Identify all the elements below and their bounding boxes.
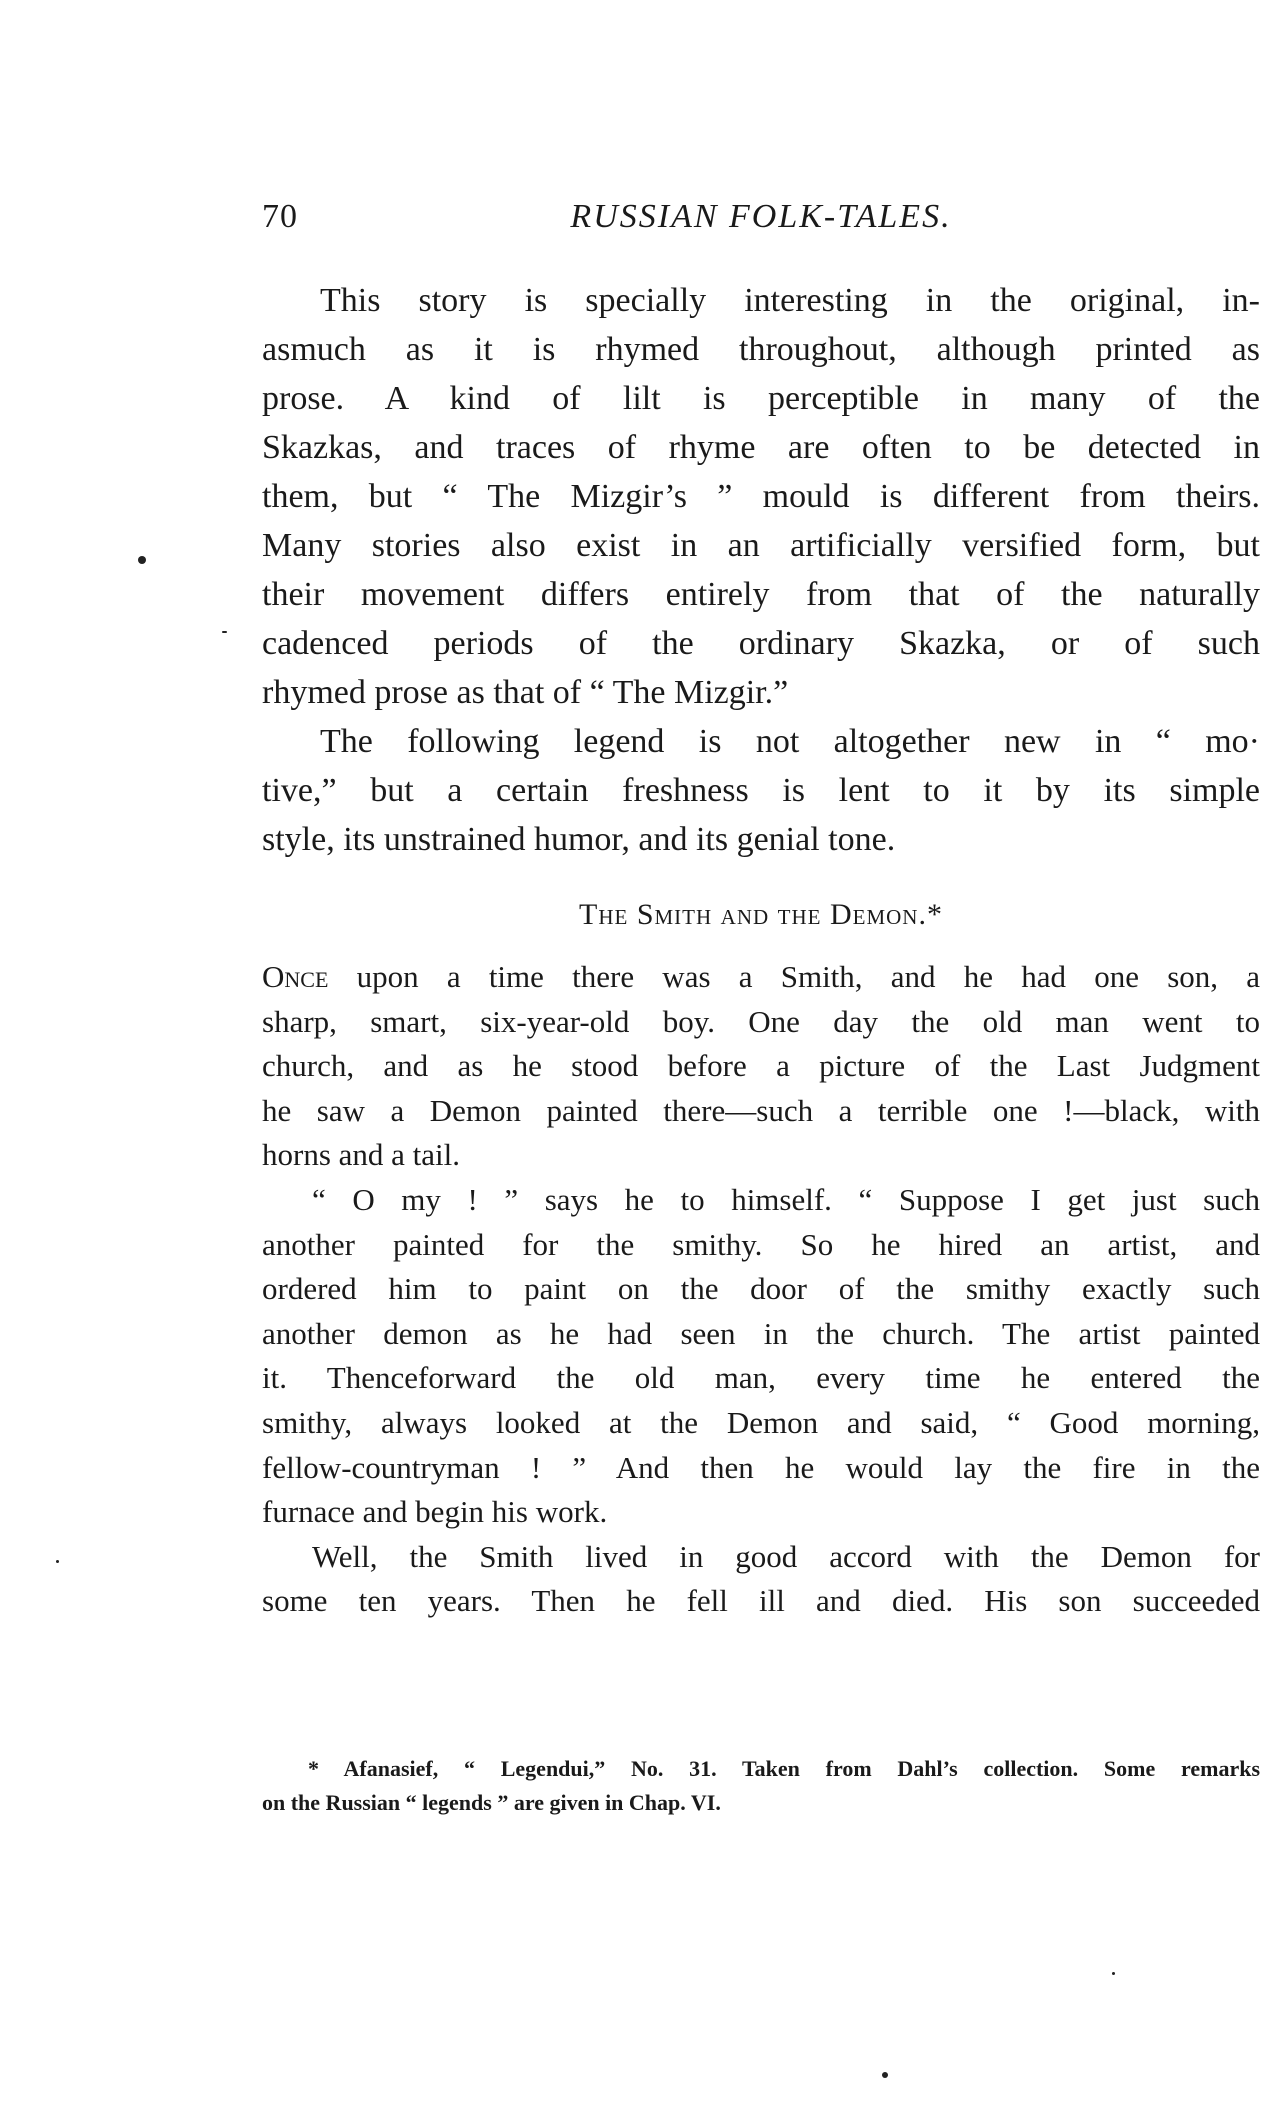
text-line: them, but “ The Mizgir’s ” mould is different from theirs.: [262, 478, 1260, 515]
page-header: [262, 198, 1260, 244]
text-line: “ O my ! ” says he to himself. “ Suppose I get just such: [312, 1181, 1260, 1217]
text-line: The following legend is not altogether new in “ mo·: [320, 723, 1260, 760]
text-line: rhymed prose as that of “ The Mizgir.”: [262, 674, 789, 711]
text-line: style, its unstrained humor, and its genial tone.: [262, 821, 896, 858]
text-line: prose. A kind of lilt is perceptible in many of the: [262, 380, 1260, 417]
text-line: ordered him to paint on the door of the smithy exactly such: [262, 1271, 1260, 1307]
commentary-section: [262, 276, 1260, 864]
footnote-line-2: on the Russian “ legends ” are given in Chap. VI.: [262, 1790, 721, 1815]
text-line: Many stories also exist in an artificially versified form, but: [262, 527, 1260, 564]
text-line-rest: upon a time there was a Smith, and he had one son, a: [328, 959, 1260, 994]
commentary-paragraph-2: [262, 717, 1260, 864]
text-line: horns and a tail.: [262, 1137, 461, 1173]
story-title: [262, 898, 1260, 932]
story-paragraph-1: [262, 955, 1260, 1178]
print-speck: [138, 556, 146, 564]
print-speck: [1112, 1972, 1115, 1975]
text-line: cadenced periods of the ordinary Skazka, or of such: [262, 625, 1260, 662]
print-speck: [222, 631, 227, 633]
text-line: [262, 955, 1260, 1000]
text-line: fellow-countryman ! ” And then he would lay the fire in the: [262, 1449, 1260, 1485]
page-number: 70: [262, 198, 298, 235]
commentary-paragraph-1: [262, 276, 1260, 717]
text-line: some ten years. Then he fell ill and died. His son succeeded: [262, 1583, 1260, 1619]
text-line: asmuch as it is rhymed throughout, although printed as: [262, 331, 1260, 368]
print-speck: [56, 1560, 59, 1563]
text-line: tive,” but a certain freshness is lent to it by its simple: [262, 772, 1260, 809]
story-paragraph-2: [262, 1178, 1260, 1535]
footnote: [262, 1752, 1260, 1820]
text-line: their movement differs entirely from that of the naturally: [262, 576, 1260, 613]
story-section: [262, 955, 1260, 1624]
text-line: Skazkas, and traces of rhyme are often to be detected in: [262, 429, 1260, 466]
running-title: RUSSIAN FOLK-TALES.: [570, 198, 952, 235]
text-line: This story is specially interesting in the original, in-: [320, 282, 1260, 319]
footnote-line-1: * Afanasief, “ Legendui,” No. 31. Taken from Dahl’s collection. Some remarks: [308, 1756, 1260, 1781]
text-line: furnace and begin his work.: [262, 1494, 608, 1530]
text-line: he saw a Demon painted there—such a terrible one !—black, with: [262, 1092, 1260, 1128]
story-paragraph-3: [262, 1535, 1260, 1624]
print-speck: [882, 2072, 888, 2078]
text-line: Well, the Smith lived in good accord with the Demon for: [312, 1538, 1260, 1574]
text-line: church, and as he stood before a picture of the Last Judgment: [262, 1048, 1260, 1084]
text-line: it. Thenceforward the old man, every time he entered the: [262, 1360, 1260, 1396]
text-line: smithy, always looked at the Demon and said, “ Good morning,: [262, 1404, 1260, 1440]
opening-word: Once: [262, 959, 329, 994]
story-title-text: The Smith and the Demon.*: [579, 898, 943, 931]
text-line: another painted for the smithy. So he hired an artist, and: [262, 1226, 1260, 1262]
text-line: sharp, smart, six-year-old boy. One day the old man went to: [262, 1003, 1260, 1039]
text-line: another demon as he had seen in the church. The artist painted: [262, 1315, 1260, 1351]
